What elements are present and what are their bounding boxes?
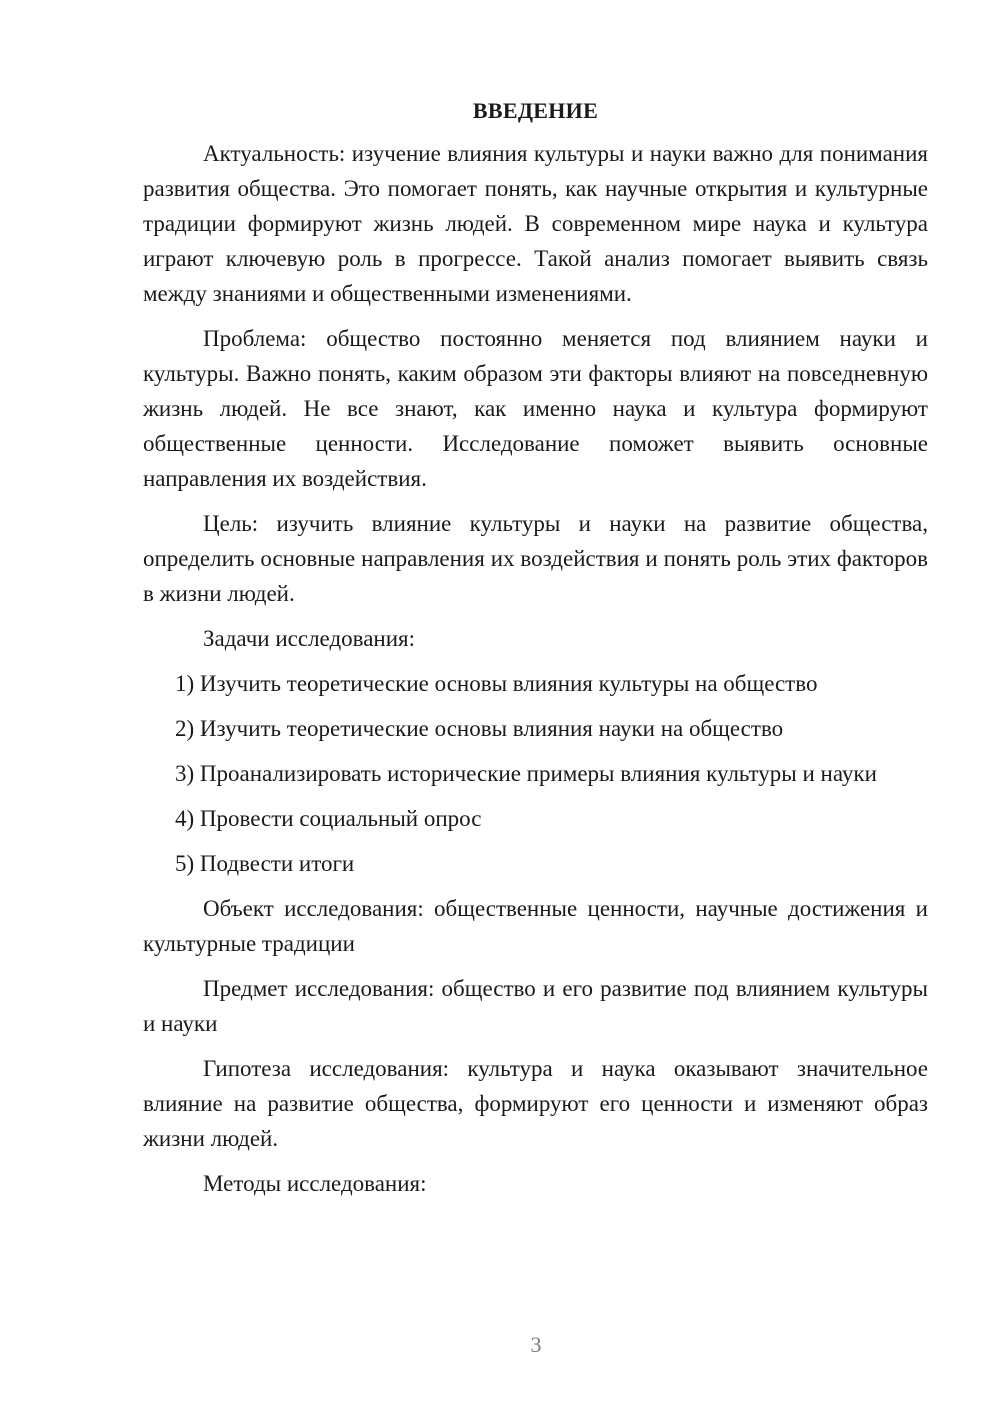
page-content bbox=[143, 96, 928, 1211]
task-item: 3) Проанализировать исторические примеры влияния культуры и науки bbox=[175, 761, 877, 786]
section-title: ВВЕДЕНИЕ bbox=[472, 98, 599, 123]
paragraph-relevance: Актуальность: изучение влияния культуры и науки важно для понимания развития общества. Это помогает понять, как научные открытия и культурные традиции формируют жизнь людей. В современном мире наука и культура играют ключевую роль в прогрессе. Такой анализ помогает выявить связь между знаниями и общественными изменениями. bbox=[143, 141, 928, 306]
paragraph-goal: Цель: изучить влияние культуры и науки на развитие общества, определить основные направления их воздействия и понять роль этих факторов в жизни людей. bbox=[143, 511, 928, 606]
task-item: 4) Провести социальный опрос bbox=[175, 806, 482, 831]
methods-heading: Методы исследования: bbox=[203, 1171, 427, 1196]
paragraph-hypothesis: Гипотеза исследования: культура и наука оказывают значительное влияние на развитие общества, формируют его ценности и изменяют образ жизни людей. bbox=[143, 1056, 928, 1151]
task-item: 5) Подвести итоги bbox=[175, 851, 355, 876]
task-item: 2) Изучить теоретические основы влияния науки на общество bbox=[175, 716, 784, 741]
paragraph-subject: Предмет исследования: общество и его развитие под влиянием культуры и науки bbox=[143, 976, 928, 1036]
page-number: 3 bbox=[530, 1332, 542, 1357]
paragraph-problem: Проблема: общество постоянно меняется под влиянием науки и культуры. Важно понять, каким образом эти факторы влияют на повседневную жизнь людей. Не все знают, как именно наука и культура формируют общественные ценности. Исследование поможет выявить основные направления их воздействия. bbox=[143, 326, 928, 491]
tasks-heading: Задачи исследования: bbox=[203, 626, 416, 651]
paragraph-object: Объект исследования: общественные ценности, научные достижения и культурные традиции bbox=[143, 896, 928, 956]
task-item: 1) Изучить теоретические основы влияния культуры на общество bbox=[175, 671, 818, 696]
